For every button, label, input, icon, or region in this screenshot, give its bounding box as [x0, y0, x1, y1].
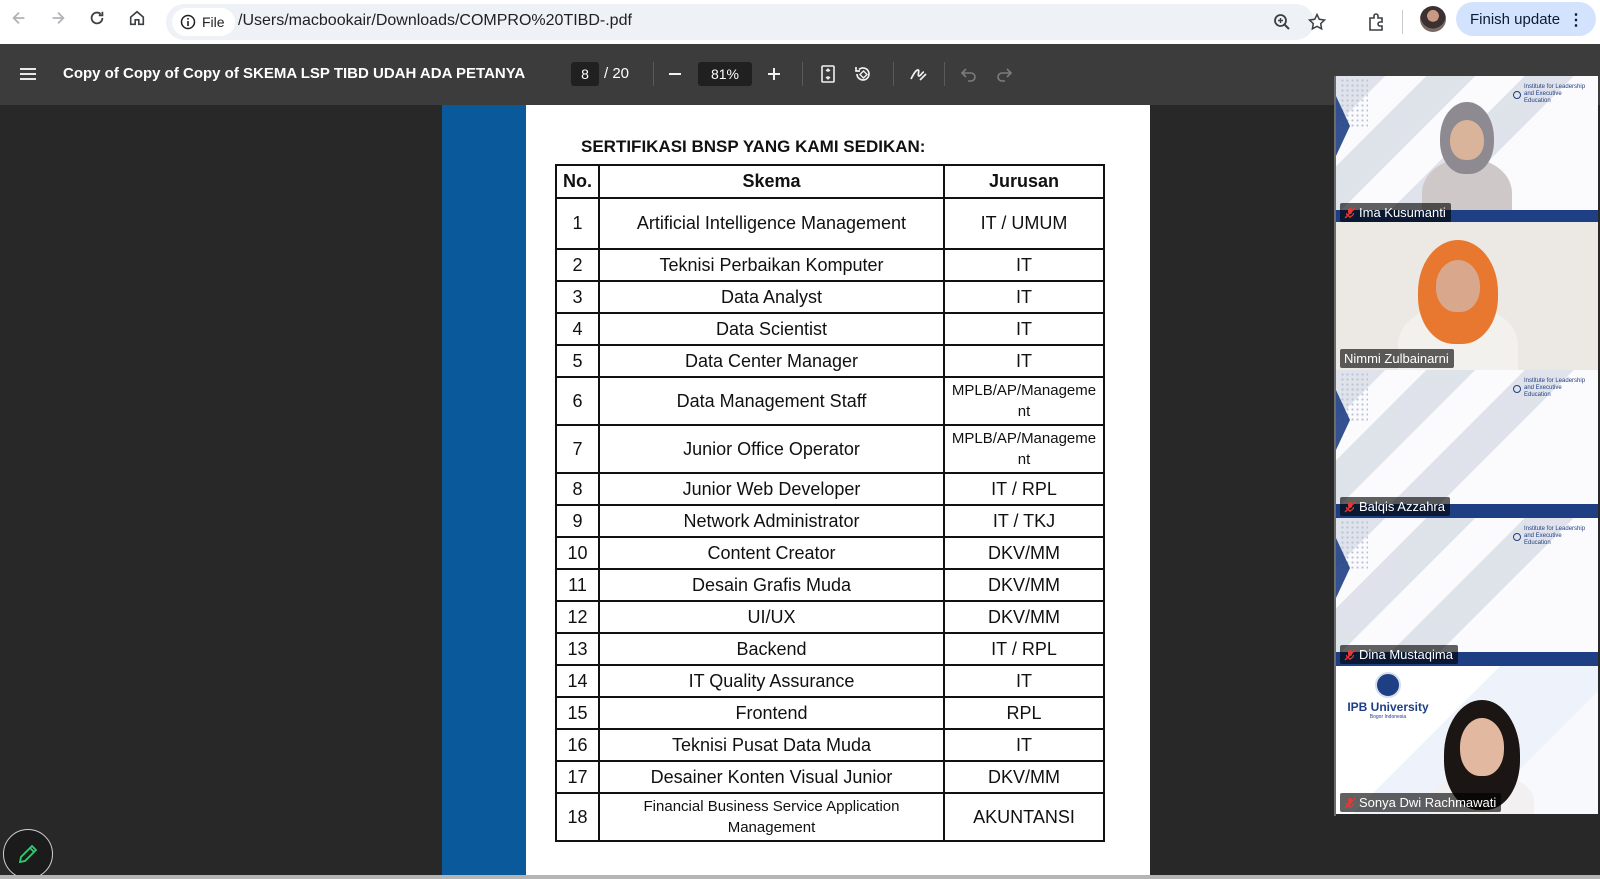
cell-jurusan: RPL — [944, 697, 1104, 729]
ipb-logo-text: IPB University — [1347, 700, 1429, 714]
slide-logo: Institute for Leadership and Executive Education — [1513, 526, 1588, 547]
participant-tile[interactable] — [1336, 76, 1598, 224]
cell-no: 13 — [556, 633, 599, 665]
cell-skema: Teknisi Perbaikan Komputer — [599, 249, 944, 281]
pencil-icon — [16, 842, 40, 866]
zoom-level-input[interactable]: 81% — [698, 62, 752, 86]
table-row — [556, 377, 1104, 425]
cell-skema: Artificial Intelligence Management — [599, 198, 944, 249]
cell-skema: Junior Office Operator — [599, 425, 944, 473]
cell-jurusan: IT — [944, 729, 1104, 761]
cell-jurusan: IT / RPL — [944, 633, 1104, 665]
cell-no: 9 — [556, 505, 599, 537]
fit-page-icon[interactable] — [816, 62, 840, 86]
table-row — [556, 761, 1104, 793]
cell-skema: Teknisi Pusat Data Muda — [599, 729, 944, 761]
table-row — [556, 729, 1104, 761]
cell-no: 10 — [556, 537, 599, 569]
participant-tile[interactable] — [1336, 518, 1598, 666]
cell-skema: Frontend — [599, 697, 944, 729]
table-header-row — [556, 165, 1104, 198]
cell-no: 1 — [556, 198, 599, 249]
cell-no: 6 — [556, 377, 599, 425]
ipb-logo — [1346, 672, 1430, 720]
toolbar-divider — [1402, 10, 1403, 34]
edit-pencil-button[interactable] — [3, 829, 53, 879]
cell-jurusan: IT — [944, 345, 1104, 377]
table-row — [556, 601, 1104, 633]
mic-off-icon — [1344, 501, 1356, 513]
finish-update-label: Finish update — [1470, 10, 1561, 28]
ipb-emblem-icon — [1375, 672, 1401, 698]
site-info-chip[interactable] — [172, 8, 235, 36]
ipb-logo-subtext: Bogor Indonesia — [1369, 714, 1407, 720]
cell-no: 12 — [556, 601, 599, 633]
cell-skema: Junior Web Developer — [599, 473, 944, 505]
url-text[interactable]: /Users/macbookair/Downloads/COMPRO%20TIBD-.pdf — [238, 12, 632, 29]
cell-no: 4 — [556, 313, 599, 345]
document-title: Copy of Copy of Copy of SKEMA LSP TIBD UDAH ADA PETANYA — [63, 65, 526, 82]
cell-jurusan: IT / RPL — [944, 473, 1104, 505]
mic-off-icon — [1344, 207, 1356, 219]
cell-jurusan: IT / TKJ — [944, 505, 1104, 537]
participant-name: Dina Mustaqima — [1359, 647, 1453, 662]
table-row — [556, 665, 1104, 697]
toolbar-separator — [802, 62, 803, 86]
table-row — [556, 537, 1104, 569]
toolbar-separator — [893, 62, 894, 86]
table-row — [556, 198, 1104, 249]
slide-decoration — [1336, 390, 1350, 450]
table-row — [556, 569, 1104, 601]
toolbar-separator — [653, 62, 654, 86]
back-arrow-icon[interactable] — [5, 4, 33, 32]
more-vert-icon[interactable]: ⋮ — [1568, 12, 1584, 29]
table-row — [556, 793, 1104, 841]
slide-decoration — [1336, 538, 1350, 598]
mic-off-icon — [1344, 797, 1356, 809]
cell-skema: Desain Grafis Muda — [599, 569, 944, 601]
cell-skema: UI/UX — [599, 601, 944, 633]
address-bar[interactable] — [166, 4, 1314, 40]
cell-jurusan: DKV/MM — [944, 537, 1104, 569]
cell-no: 15 — [556, 697, 599, 729]
cell-jurusan: DKV/MM — [944, 601, 1104, 633]
cell-skema: Data Management Staff — [599, 377, 944, 425]
cell-skema: Backend — [599, 633, 944, 665]
info-icon — [180, 14, 196, 30]
cell-no: 2 — [556, 249, 599, 281]
cell-no: 3 — [556, 281, 599, 313]
column-header-skema: Skema — [599, 165, 944, 198]
extensions-icon[interactable] — [1362, 8, 1390, 36]
annotate-icon[interactable] — [906, 62, 930, 86]
participant-tile[interactable] — [1336, 370, 1598, 518]
column-header-no: No. — [556, 165, 599, 198]
participant-name-tag — [1340, 645, 1458, 664]
cell-skema: IT Quality Assurance — [599, 665, 944, 697]
cell-jurusan: IT — [944, 249, 1104, 281]
cell-skema: Network Administrator — [599, 505, 944, 537]
undo-icon[interactable] — [957, 62, 981, 86]
table-row — [556, 249, 1104, 281]
home-icon[interactable] — [123, 4, 151, 32]
participant-name: Ima Kusumanti — [1359, 205, 1446, 220]
cell-no: 16 — [556, 729, 599, 761]
cell-no: 7 — [556, 425, 599, 473]
cell-jurusan: IT / UMUM — [944, 198, 1104, 249]
finish-update-button[interactable] — [1456, 2, 1596, 36]
browser-toolbar — [0, 0, 1600, 44]
page-decoration-stripe — [442, 105, 526, 879]
cell-jurusan: IT — [944, 665, 1104, 697]
zoom-in-icon[interactable] — [762, 62, 786, 86]
slide-logo: Institute for Leadership and Executive Education — [1513, 84, 1588, 105]
participant-name: Nimmi Zulbainarni — [1344, 351, 1449, 366]
toolbar-separator — [944, 62, 945, 86]
cell-jurusan: DKV/MM — [944, 569, 1104, 601]
zoom-icon[interactable] — [1270, 10, 1294, 34]
participant-name: Balqis Azzahra — [1359, 499, 1445, 514]
rotate-icon[interactable] — [851, 62, 875, 86]
cell-skema: Desainer Konten Visual Junior — [599, 761, 944, 793]
cell-jurusan: IT — [944, 281, 1104, 313]
cell-jurusan: MPLB/AP/Manageme nt — [944, 425, 1104, 473]
column-header-jurusan: Jurusan — [944, 165, 1104, 198]
table-row — [556, 473, 1104, 505]
cell-no: 17 — [556, 761, 599, 793]
table-row — [556, 633, 1104, 665]
slide-logo: Institute for Leadership and Executive Education — [1513, 378, 1588, 399]
cell-no: 5 — [556, 345, 599, 377]
table-row — [556, 313, 1104, 345]
page-number-input[interactable]: 8 — [571, 62, 599, 86]
slide-decoration — [1336, 96, 1350, 156]
cell-no: 11 — [556, 569, 599, 601]
pdf-page — [442, 105, 1150, 879]
skema-table — [555, 164, 1105, 842]
star-icon[interactable] — [1305, 10, 1329, 34]
meeting-participants-panel — [1334, 76, 1596, 816]
table-row — [556, 697, 1104, 729]
participant-name-tag — [1340, 497, 1450, 516]
forward-arrow-icon[interactable] — [44, 4, 72, 32]
cell-jurusan: IT — [944, 313, 1104, 345]
cell-skema: Data Center Manager — [599, 345, 944, 377]
mic-off-icon — [1344, 649, 1356, 661]
table-row — [556, 281, 1104, 313]
participant-name-tag — [1340, 793, 1501, 812]
cell-skema: Data Scientist — [599, 313, 944, 345]
redo-icon[interactable] — [992, 62, 1016, 86]
cell-jurusan: MPLB/AP/Manageme nt — [944, 377, 1104, 425]
cell-no: 8 — [556, 473, 599, 505]
file-chip-label: File — [202, 14, 225, 30]
cell-skema: Financial Business Service Application Management — [599, 793, 944, 841]
page-total: / 20 — [604, 65, 630, 82]
reload-icon[interactable] — [83, 4, 111, 32]
participant-tile[interactable] — [1336, 666, 1598, 814]
table-row — [556, 345, 1104, 377]
page-heading: SERTIFIKASI BNSP YANG KAMI SEDIKAN: — [581, 137, 926, 156]
bottom-strip — [0, 875, 1600, 879]
participant-name: Sonya Dwi Rachmawati — [1359, 795, 1497, 810]
cell-no: 18 — [556, 793, 599, 841]
zoom-out-icon[interactable] — [663, 62, 687, 86]
table-row — [556, 425, 1104, 473]
table-row — [556, 505, 1104, 537]
cell-jurusan: DKV/MM — [944, 761, 1104, 793]
profile-avatar[interactable] — [1420, 6, 1446, 32]
cell-skema: Content Creator — [599, 537, 944, 569]
participant-name-tag — [1340, 203, 1451, 222]
participant-name-tag — [1340, 349, 1454, 368]
menu-icon[interactable] — [18, 64, 38, 84]
participant-tile[interactable] — [1336, 222, 1598, 370]
cell-no: 14 — [556, 665, 599, 697]
cell-jurusan: AKUNTANSI — [944, 793, 1104, 841]
cell-skema: Data Analyst — [599, 281, 944, 313]
